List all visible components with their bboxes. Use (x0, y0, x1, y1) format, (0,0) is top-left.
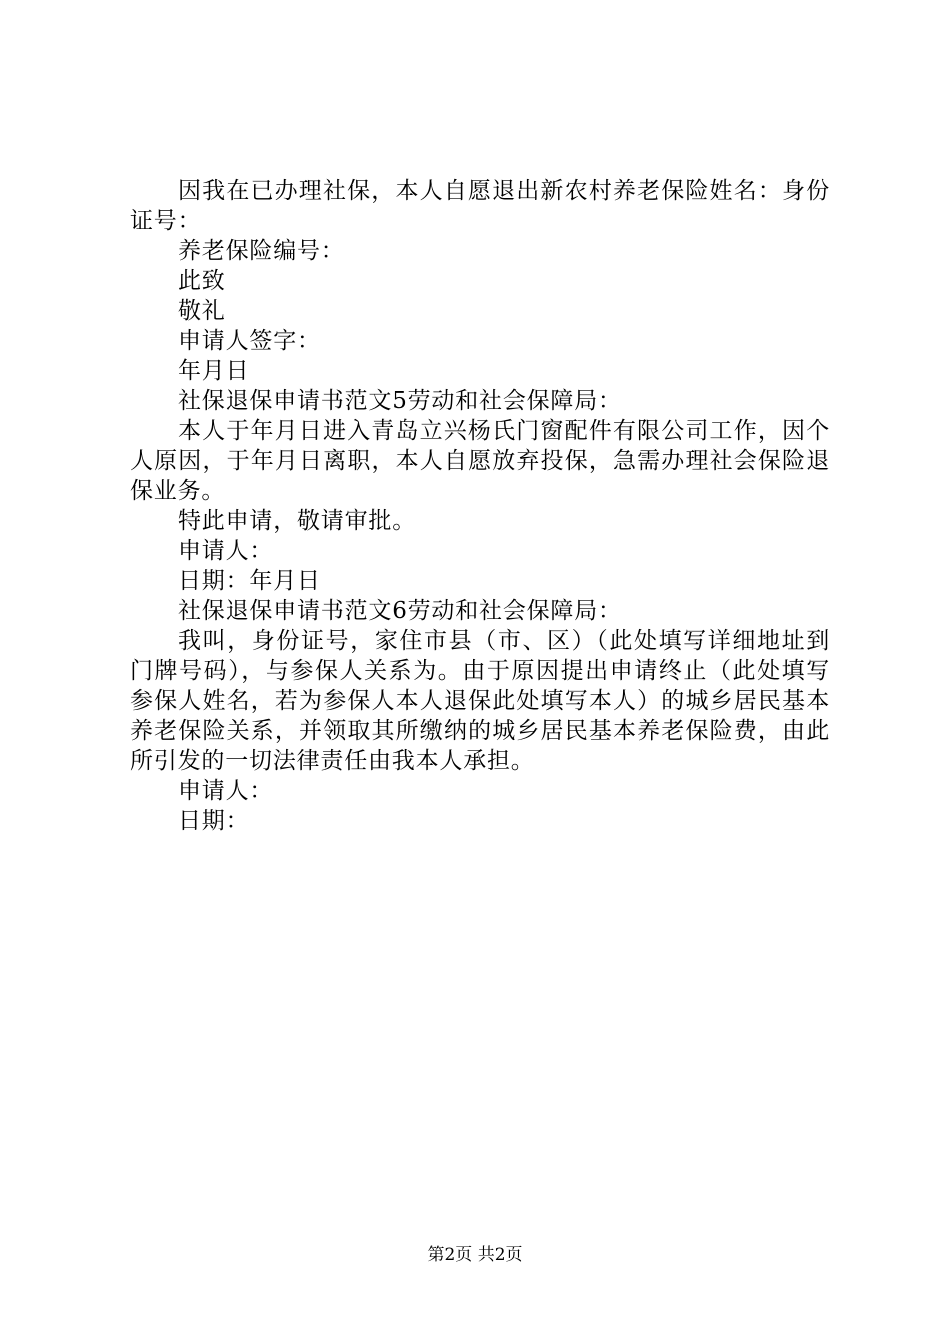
paragraph-request-approval: 特此申请，敬请审批。 (178, 508, 416, 534)
paragraph-applicant-signature: 申请人签字： (178, 328, 321, 354)
paragraph-date-3: 日期： (178, 808, 250, 834)
paragraph-applicant-2: 申请人： (178, 538, 274, 564)
paragraph-closing-cizhi: 此致 (178, 268, 226, 294)
paragraph-sample-6-heading: 社保退保申请书范文6劳动和社会保障局： (178, 598, 622, 624)
paragraph-withdrawal-intro: 因我在已办理社保，本人自愿退出新农村养老保险姓名：身份证号： (130, 178, 830, 234)
paragraph-date-1: 年月日 (178, 358, 250, 384)
paragraph-date-2: 日期：年月日 (178, 568, 321, 594)
paragraph-sample-5-heading: 社保退保申请书范文5劳动和社会保障局： (178, 388, 622, 414)
page-number: 第2页 共2页 (427, 1245, 523, 1265)
paragraph-sample-5-body: 本人于年月日进入青岛立兴杨氏门窗配件有限公司工作，因个人原因，于年月日离职，本人自愿放弃投保，急需办理社会保险退保业务。 (130, 418, 830, 504)
paragraph-sample-6-body: 我叫，身份证号，家住市县（市、区）（此处填写详细地址到门牌号码），与参保人关系为。由于原因提出申请终止（此处填写参保人姓名，若为参保人本人退保此处填写本人）的城乡居民基本养老保险关系，并领取其所缴纳的城乡居民基本养老保险费，由此所引发的一切法律责任由我本人承担。 (130, 628, 830, 774)
page-footer (0, 1244, 950, 1266)
document-body (130, 176, 830, 836)
paragraph-insurance-number: 养老保险编号： (178, 238, 345, 264)
paragraph-closing-jingli: 敬礼 (178, 298, 226, 324)
paragraph-applicant-3: 申请人： (178, 778, 274, 804)
